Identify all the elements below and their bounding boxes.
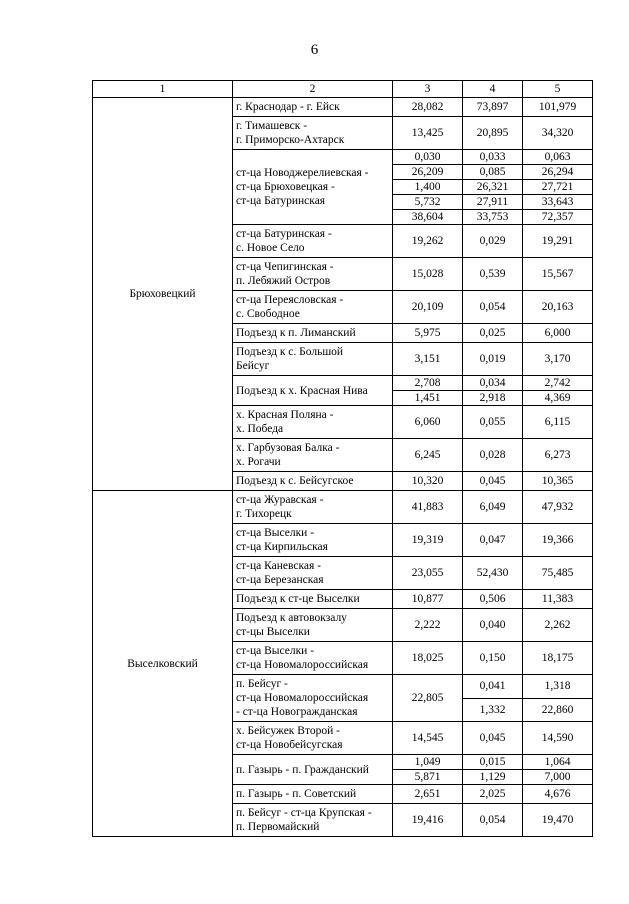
value-subcell: 0,030 [414,151,441,163]
value-cell-c5: 19,470 [523,804,593,837]
value-stack [463,675,522,721]
district-cell: Брюховецкий [93,98,233,491]
value-cell-c4: 52,430 [463,557,523,590]
road-name-line: ст-ца Березанская [236,574,324,586]
road-name-line: ст-ца Новобейсугская [236,739,343,751]
road-name-line: с. Новое Село [236,242,305,254]
value-cell-c3: 2,222 [393,609,463,642]
value-cell-c3 [393,150,463,225]
value-cell-c3: 19,262 [393,225,463,258]
road-name-line: п. Бейсуг - ст-ца Крупская - [236,807,372,819]
road-name-cell [233,258,393,291]
value-stack [463,755,522,784]
value-cell-c5 [523,376,593,406]
value-cell-c3: 22,805 [393,675,463,722]
value-cell-c4: 0,045 [463,722,523,755]
road-name-cell [233,609,393,642]
road-name-line: п. Газырь - п. Советский [236,788,357,800]
value-cell-c5: 11,383 [523,590,593,609]
value-cell-c5: 14,590 [523,722,593,755]
value-subcell: 0,034 [479,377,506,389]
road-name-cell [233,150,393,225]
value-subcell: 1,400 [393,179,462,194]
value-stack [523,755,592,784]
header-col-2: 2 [233,81,393,98]
value-cell-c3: 14,545 [393,722,463,755]
road-name-cell [233,324,393,343]
road-name-line: ст-ца Журавская - [236,494,324,506]
value-cell-c4: 6,049 [463,491,523,524]
value-cell-c5: 20,163 [523,291,593,324]
value-subcell: 26,294 [523,164,592,179]
value-cell-c4 [463,376,523,406]
value-cell-c5: 75,485 [523,557,593,590]
road-name-line: с. Свободное [236,308,300,320]
value-stack [523,675,592,721]
value-stack [523,150,592,224]
road-name-line: г. Приморско-Ахтарск [236,134,345,146]
value-cell-c3: 23,055 [393,557,463,590]
road-name-line: ст-ца Новоджерелиевская - [236,167,369,179]
road-name-cell [233,98,393,117]
value-cell-c5 [523,755,593,785]
header-col-3: 3 [393,81,463,98]
value-cell-c4: 0,028 [463,439,523,472]
value-subcell: 27,911 [463,194,522,209]
value-subcell: 26,321 [463,179,522,194]
road-name-line: г. Краснодар - г. Ейск [236,101,340,113]
value-subcell: 26,209 [393,164,462,179]
value-cell-c5: 3,170 [523,343,593,376]
value-cell-c5: 18,175 [523,642,593,675]
value-cell-c5: 19,366 [523,524,593,557]
value-cell-c5: 6,115 [523,406,593,439]
value-cell-c3: 3,151 [393,343,463,376]
road-name-line: Подъезд к х. Красная Нива [236,384,368,397]
value-cell-c5: 15,567 [523,258,593,291]
value-subcell: 0,033 [479,151,506,163]
road-name-line: х. Красная Поляна - [236,409,334,421]
road-name-line: х. Бейсужек Второй - [236,725,340,737]
road-name-cell [233,439,393,472]
road-name-cell [233,225,393,258]
value-cell-c5: 6,000 [523,324,593,343]
value-subcell: 72,357 [523,209,592,224]
table-row [93,98,593,117]
value-cell-c5 [523,150,593,225]
road-name-line: г. Тимашевск - [236,120,308,132]
road-name-line: ст-ца Переясловская - [236,294,344,306]
road-name-line: Подъезд к с. Большой [236,346,344,358]
value-subcell: 4,369 [523,390,592,405]
road-name-line: ст-ца Новомалороссийская [236,692,369,704]
value-cell-c3: 15,028 [393,258,463,291]
value-subcell: 33,753 [463,209,522,224]
road-name-line: Подъезд к п. Лиманский [236,327,356,339]
road-name-line: ст-цы Выселки [236,626,310,638]
value-stack [523,376,592,405]
value-stack [463,150,522,224]
road-name-cell [233,557,393,590]
road-name-line: Бейсуг [236,360,270,372]
value-cell-c4: 20,895 [463,117,523,150]
road-name-line: п. Лебяжий Остров [236,275,331,287]
value-subcell: 2,708 [414,377,441,389]
value-cell-c4: 0,054 [463,291,523,324]
value-subcell: 1,332 [463,698,522,722]
road-name-line: х. Гарбузовая Балка - [236,442,340,454]
road-name-line: ст-ца Каневская - [236,560,321,572]
road-name-line: х. Победа [236,423,284,435]
value-cell-c4: 0,054 [463,804,523,837]
value-subcell: 0,085 [463,164,522,179]
value-stack [393,150,462,224]
value-cell-c4 [463,150,523,225]
road-name-cell [233,376,393,406]
value-subcell: 0,015 [479,756,506,768]
value-subcell: 5,732 [393,194,462,209]
road-name-cell [233,785,393,804]
value-cell-c3: 5,975 [393,324,463,343]
road-name-cell [233,524,393,557]
value-subcell: 0,041 [479,680,506,693]
value-cell-c4 [463,755,523,785]
road-name-cell [233,406,393,439]
value-subcell: 1,129 [463,769,522,784]
value-cell-c3: 28,082 [393,98,463,117]
value-cell-c3 [393,755,463,785]
value-subcell: 1,451 [393,390,462,405]
road-name-cell [233,755,393,785]
value-subcell: 1,049 [414,756,441,768]
value-cell-c4: 73,897 [463,98,523,117]
road-name-line: п. Бейсуг - [236,678,288,690]
value-cell-c3: 18,025 [393,642,463,675]
value-cell-c4: 0,040 [463,609,523,642]
road-name-line: - ст-ца Новогражданская [236,706,358,718]
road-name-cell [233,642,393,675]
road-name-line: п. Газырь - п. Гражданский [236,763,369,776]
value-subcell: 7,000 [523,769,592,784]
page-number: 6 [310,42,319,58]
value-cell-c4: 0,539 [463,258,523,291]
value-subcell: 0,063 [544,151,571,163]
value-cell-c4: 0,029 [463,225,523,258]
value-stack [393,376,462,405]
road-name-line: ст-ца Брюховецкая - [236,181,335,193]
road-name-line: ст-ца Выселки - [236,527,315,539]
road-name-cell [233,722,393,755]
value-cell-c4 [463,675,523,722]
value-cell-c5: 10,365 [523,472,593,491]
value-cell-c3: 6,245 [393,439,463,472]
value-cell-c3: 19,416 [393,804,463,837]
value-cell-c3: 10,320 [393,472,463,491]
value-cell-c4: 0,045 [463,472,523,491]
road-name-line: г. Тихорецк [236,508,292,520]
value-cell-c4: 0,047 [463,524,523,557]
value-cell-c5: 2,262 [523,609,593,642]
road-name-line: ст-ца Кирпильская [236,541,328,553]
value-cell-c4: 0,506 [463,590,523,609]
road-name-cell [233,343,393,376]
road-name-line: Подъезд к ст-це Выселки [236,593,360,605]
road-table [92,80,593,837]
road-name-line: ст-ца Новомалороссийская [236,659,369,671]
value-subcell: 1,064 [544,756,571,768]
header-col-1: 1 [93,81,233,98]
value-cell-c5: 34,320 [523,117,593,150]
road-name-line: ст-ца Батуринская - [236,228,332,240]
road-name-cell [233,804,393,837]
road-name-line: х. Рогачи [236,456,281,468]
header-row [93,81,593,98]
road-name-line: ст-ца Выселки - [236,645,315,657]
value-cell-c5: 19,291 [523,225,593,258]
value-cell-c5: 6,273 [523,439,593,472]
value-cell-c3: 20,109 [393,291,463,324]
value-cell-c5: 101,979 [523,98,593,117]
table-row [93,491,593,524]
value-subcell: 33,643 [523,194,592,209]
header-col-5: 5 [523,81,593,98]
road-name-cell [233,491,393,524]
road-name-line: ст-ца Батуринская [236,195,326,207]
road-name-cell [233,472,393,491]
value-cell-c5: 4,676 [523,785,593,804]
value-cell-c3: 2,651 [393,785,463,804]
value-cell-c4: 0,019 [463,343,523,376]
value-subcell: 27,721 [523,179,592,194]
value-cell-c3: 6,060 [393,406,463,439]
value-cell-c3: 19,319 [393,524,463,557]
value-cell-c4: 0,055 [463,406,523,439]
road-name-cell [233,590,393,609]
road-name-line: Подъезд к с. Бейсугское [236,475,354,487]
header-col-4: 4 [463,81,523,98]
value-subcell: 5,871 [393,769,462,784]
value-subcell: 38,604 [393,209,462,224]
value-cell-c3: 10,877 [393,590,463,609]
road-name-cell [233,291,393,324]
value-subcell: 22,860 [523,698,592,722]
value-cell-c3 [393,376,463,406]
district-cell: Выселковский [93,491,233,837]
road-name-line: Подъезд к автовокзалу [236,612,347,624]
value-cell-c5: 47,932 [523,491,593,524]
value-subcell: 2,918 [463,390,522,405]
road-name-cell [233,675,393,722]
value-subcell: 1,318 [544,680,571,693]
value-cell-c3: 41,883 [393,491,463,524]
value-cell-c3: 13,425 [393,117,463,150]
value-cell-c4: 0,025 [463,324,523,343]
road-name-line: ст-ца Чепигинская - [236,261,334,273]
value-stack [463,376,522,405]
value-cell-c4: 2,025 [463,785,523,804]
road-name-line: п. Первомайский [236,821,320,833]
value-stack [393,755,462,784]
value-cell-c5 [523,675,593,722]
value-cell-c4: 0,150 [463,642,523,675]
road-name-cell [233,117,393,150]
value-subcell: 2,742 [544,377,571,389]
